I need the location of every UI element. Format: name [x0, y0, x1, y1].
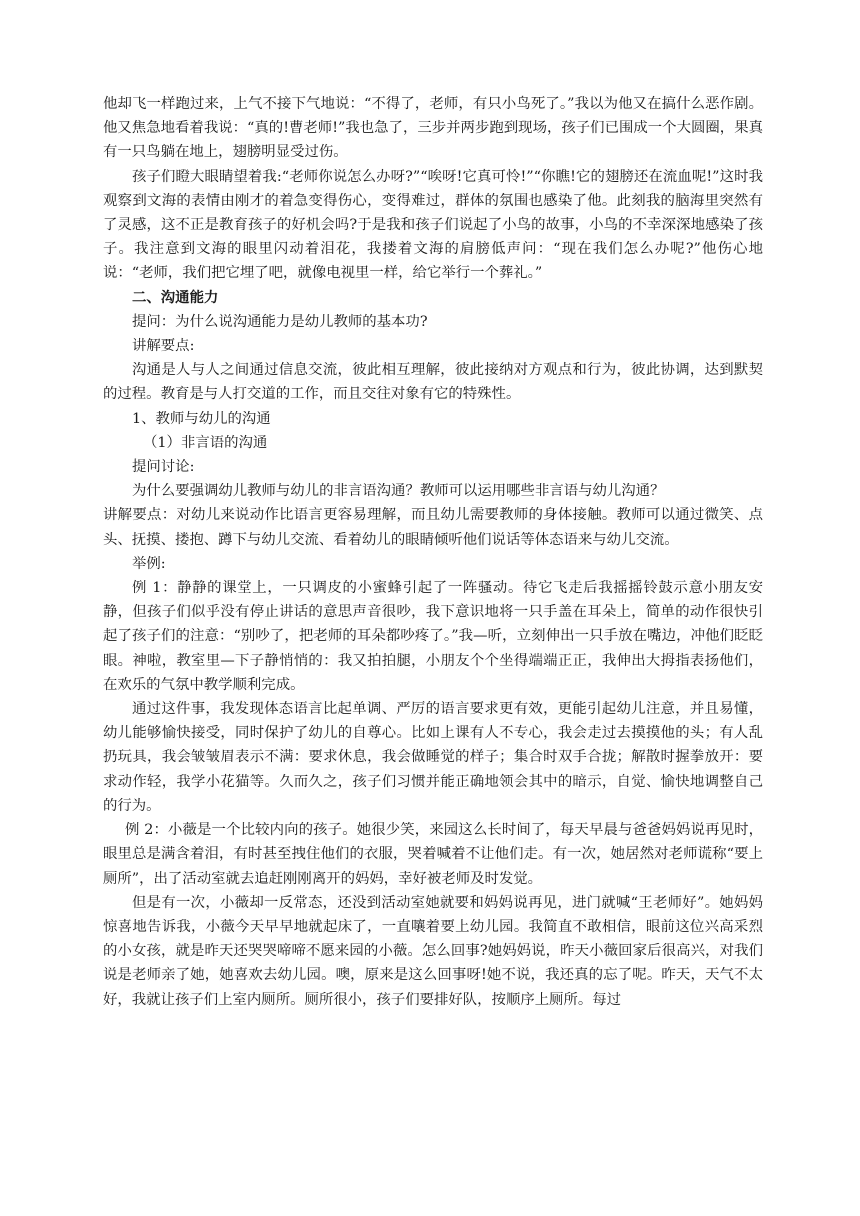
paragraph-discussion-question: 为什么要强调幼儿教师与幼儿的非言语沟通？教师可以运用哪些非言语与幼儿沟通？ — [132, 483, 665, 500]
paragraph-children-react: 孩子们瞪大眼睛望着我:“老师你说怎么办呀?”“唉呀!它真可怜!”“你瞧!它的翅膀还在流血呢!”这时我观察到文海的表情由刚才的着急变得伤心，变得难过，群体的氛围也感染了他。此刻我的脑海里突然有了灵感，这不正是教育孩子的好机会吗?于是我和孩子们说起了小鸟的故事，小鸟的不幸深深地感染了孩子。我注意到文海的眼里闪动着泪花，我搂着文海的肩膀低声问：“现在我们怎么办呢?”他伤心地说：“老师，我们把它埋了吧，就像电视里一样，给它举行一个葬礼。” — [103, 168, 763, 282]
paragraph-examples-label: 举例: — [132, 555, 166, 572]
paragraph-key-points-nonverbal: 讲解要点：对幼儿来说动作比语言更容易理解，而且幼儿需要教师的身体接触。教师可以通过微笑、点头、抚摸、搂抱、蹲下与幼儿交流、看着幼儿的眼睛倾听他们说话等体态语来与幼儿交流。 — [103, 507, 763, 548]
section-heading-communication: 二、沟通能力 — [132, 288, 219, 306]
paragraph-communication-definition: 沟通是人与人之间通过信息交流，彼此相互理解，彼此接纳对方观点和行为，彼此协调，达到默契的过程。教育是与人打交道的工作，而且交往对象有它的特殊性。 — [103, 362, 763, 403]
paragraph-discussion-label: 提问讨论: — [132, 459, 195, 476]
subheading-nonverbal: （1）非言语的沟通 — [143, 434, 268, 451]
subheading-teacher-child: 1、教师与幼儿的沟通 — [132, 410, 271, 427]
document-body — [103, 92, 763, 1012]
paragraph-example-2-continued: 但是有一次，小薇却一反常态，还没到活动室她就要和妈妈说再见，进门就喊“王老师好”。她妈妈惊喜地告诉我，小薇今天早早地就起床了，一直嚷着要上幼儿园。我简直不敢相信，眼前这位兴高采烈的小女孩，就是昨天还哭哭啼啼不愿来园的小薇。怎么回事?她妈妈说，昨天小薇回家后很高兴，对我们说是老师亲了她，她喜欢去幼儿园。噢，原来是这么回事呀!她不说，我还真的忘了呢。昨天，天气不太好，我就让孩子们上室内厕所。厕所很小，孩子们要排好队，按顺序上厕所。每过 — [103, 894, 763, 1008]
paragraph-key-points-label: 讲解要点: — [132, 338, 195, 355]
paragraph-example-1: 例 1：静静的课堂上，一只调皮的小蜜蜂引起了一阵骚动。待它飞走后我摇摇铃鼓示意小朋友安静，但孩子们似乎没有停止讲话的意思声音很吵，我下意识地将一只手盖在耳朵上，简单的动作很快引起了孩子们的注意：“别吵了，把老师的耳朵都吵疼了。”我—听，立刻伸出一只手放在嘴边，冲他们眨眨眼。神啦，教室里—下子静悄悄的：我又拍拍腿，小朋友个个坐得端端正正，我伸出大拇指表扬他们，在欢乐的气氛中教学顺利完成。 — [103, 580, 763, 693]
paragraph-story-continued: 他却飞一样跑过来，上气不接下气地说：“不得了，老师，有只小鸟死了。”我以为他又在搞什么恶作剧。他又焦急地看着我说：“真的!曹老师!”我也急了，三步并两步跑到现场，孩子们已围成一个大圆圈，果真有一只鸟躺在地上，翅膀明显受过伤。 — [103, 96, 763, 161]
paragraph-example-1-reflection: 通过这件事，我发现体态语言比起单调、严厉的语言要求更有效，更能引起幼儿注意，并且易懂，幼儿能够愉快接受，同时保护了幼儿的自尊心。比如上课有人不专心，我会走过去摸摸他的头；有人乱扔玩具，我会皱皱眉表示不满：要求休息，我会做睡觉的样子；集合时双手合拢；解散时握拳放开：要求动作轻，我学小花猫等。久而久之，孩子们习惯并能正确地领会其中的暗示，自觉、愉快地调整自己的行为。 — [103, 701, 763, 814]
paragraph-example-2: 例 2：小薇是一个比较内向的孩子。她很少笑，来园这么长时间了，每天早晨与爸爸妈妈说再见时，眼里总是满含着泪，有时甚至拽住他们的衣服，哭着喊着不让他们走。有一次，她居然对老师谎称“要上厕所”，出了活动室就去追赶刚刚离开的妈妈，幸好被老师及时发觉。 — [103, 822, 763, 887]
paragraph-question: 提问：为什么说沟通能力是幼儿教师的基本功? — [132, 313, 428, 330]
